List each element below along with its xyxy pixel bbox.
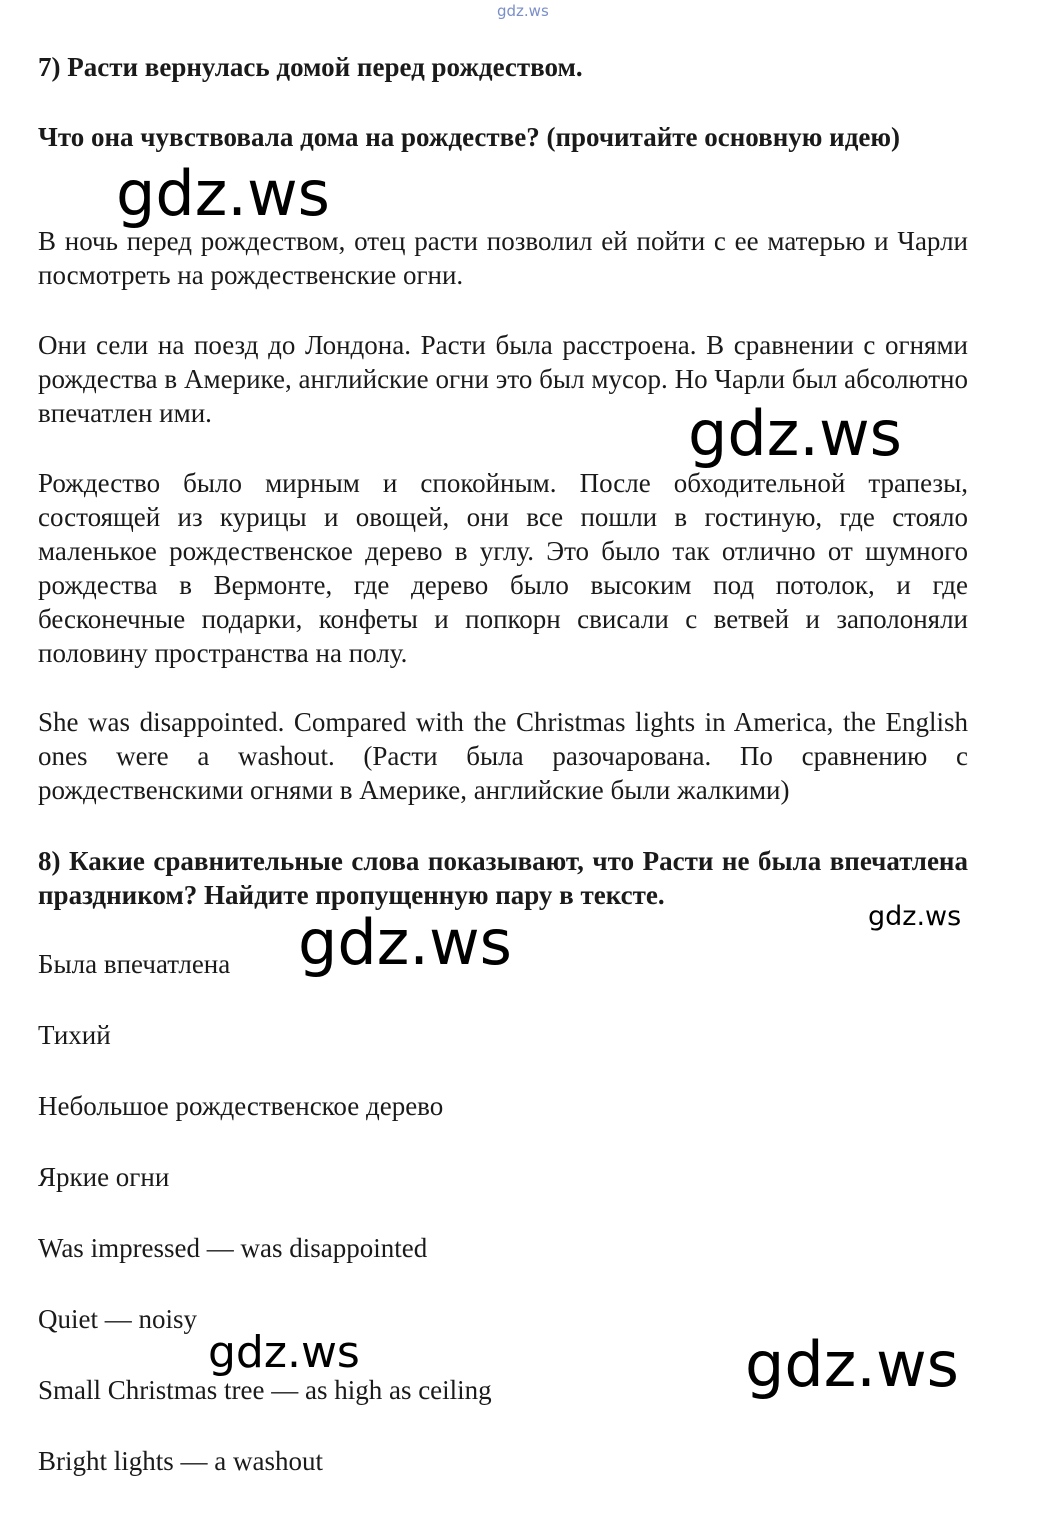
watermark: gdz.ws bbox=[688, 397, 902, 470]
question-7-text: Что она чувствовала дома на рождестве? (прочитайте основную идею) bbox=[38, 122, 900, 152]
question-7-heading: 7) Расти вернулась домой перед рождеством. bbox=[38, 52, 583, 82]
paragraph-3: Рождество было мирным и спокойным. После обходительной трапезы, состоящей из курицы и овощей, они все пошли в гостиную, где стояло маленькое рождественское дерево в углу. Это было так отлично от шумного рождества в Вермонте, где дерево было высоким под потолок, и где бесконечные подарки, конфеты и попкорн свисали с ветвей и заполоняли половину пространства на полу. bbox=[38, 468, 968, 668]
list-item: Яркие огни bbox=[38, 1162, 170, 1192]
watermark-top: gdz.ws bbox=[497, 2, 549, 20]
list-item: Was impressed — was disappointed bbox=[38, 1233, 428, 1263]
list-item: Тихий bbox=[38, 1020, 111, 1050]
watermark: gdz.ws bbox=[868, 901, 962, 932]
watermark: gdz.ws bbox=[298, 906, 512, 979]
watermark: gdz.ws bbox=[116, 157, 330, 230]
paragraph-2: Они сели на поезд до Лондона. Расти была расстроена. В сравнении с огнями рождества в Америке, английские огни это был мусор. Но Чарли был абсолютно впечатлен ими. bbox=[38, 330, 968, 428]
watermark: gdz.ws bbox=[745, 1328, 959, 1401]
watermark: gdz.ws bbox=[208, 1327, 360, 1378]
list-item: Была впечатлена bbox=[38, 949, 231, 979]
list-item: Bright lights — a washout bbox=[38, 1446, 323, 1476]
question-8-text: 8) Какие сравнительные слова показывают, что Расти не была впечатлена праздником? Найдите пропущенную пару в тексте. bbox=[38, 846, 968, 910]
list-item: Небольшое рождественское дерево bbox=[38, 1091, 444, 1121]
paragraph-1: В ночь перед рождеством, отец расти позволил ей пойти с ее матерью и Чарли посмотреть на рождественские огни. bbox=[38, 226, 968, 290]
paragraph-4: She was disappointed. Compared with the Christmas lights in America, the English ones were a washout. (Расти была разочарована. По сравнению с рождественскими огнями в Америке, английские были жалкими) bbox=[38, 707, 968, 805]
list-item: Small Christmas tree — as high as ceiling bbox=[38, 1375, 492, 1405]
list-item: Quiet — noisy bbox=[38, 1304, 197, 1334]
